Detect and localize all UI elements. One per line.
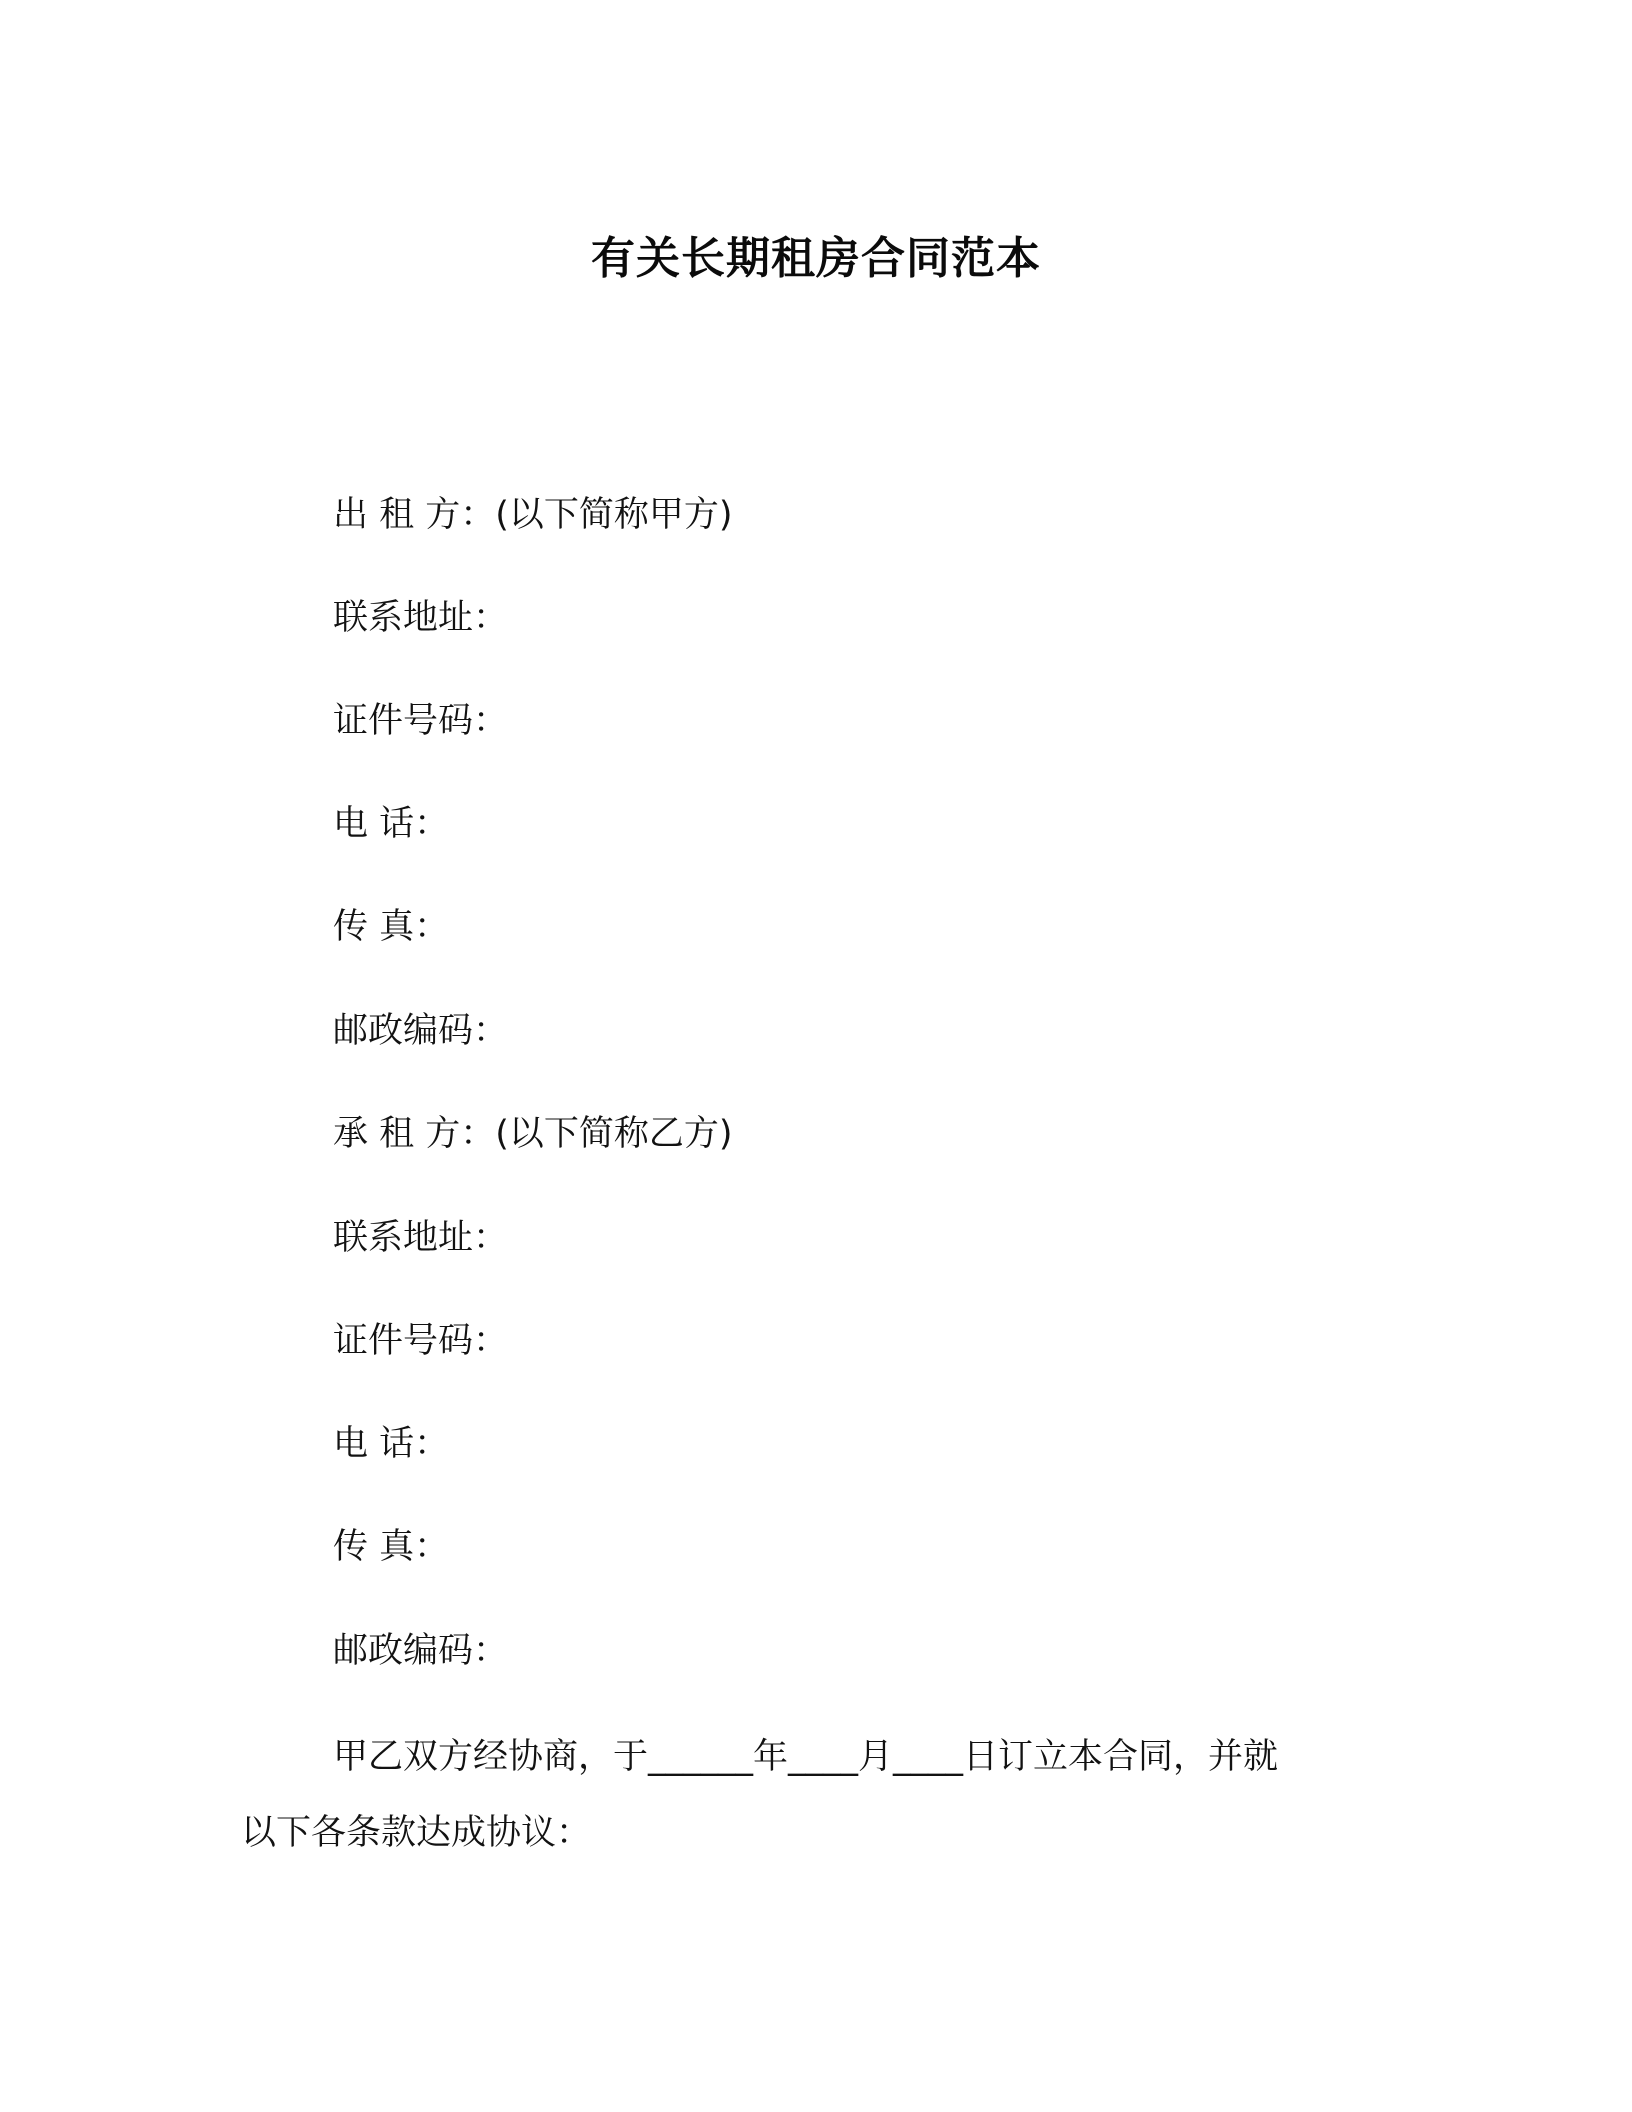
lessor-postal-code: 邮政编码：	[333, 1011, 509, 1051]
lessee-postal-code: 邮政编码：	[333, 1631, 509, 1671]
lessee-id-number: 证件号码：	[333, 1321, 509, 1361]
lessee-address: 联系地址：	[333, 1218, 509, 1258]
lessee-fax: 传 真：	[333, 1527, 450, 1567]
lessor-party: 出 租 方：(以下简称甲方)	[333, 495, 733, 535]
lessor-id-number: 证件号码：	[333, 701, 509, 741]
lessee-phone: 电 话：	[333, 1424, 450, 1464]
document-title: 有关长期租房合同范本	[591, 233, 1041, 284]
lessor-phone: 电 话：	[333, 804, 450, 844]
agreement-paragraph-line2: 以下各条款达成协议：	[241, 1813, 592, 1853]
agreement-paragraph-line1: 甲乙双方经协商，于______年____月____日订立本合同，并就	[333, 1737, 1279, 1777]
lessor-address: 联系地址：	[333, 598, 509, 638]
lessee-party: 承 租 方：(以下简称乙方)	[333, 1114, 733, 1154]
lessor-fax: 传 真：	[333, 907, 450, 947]
